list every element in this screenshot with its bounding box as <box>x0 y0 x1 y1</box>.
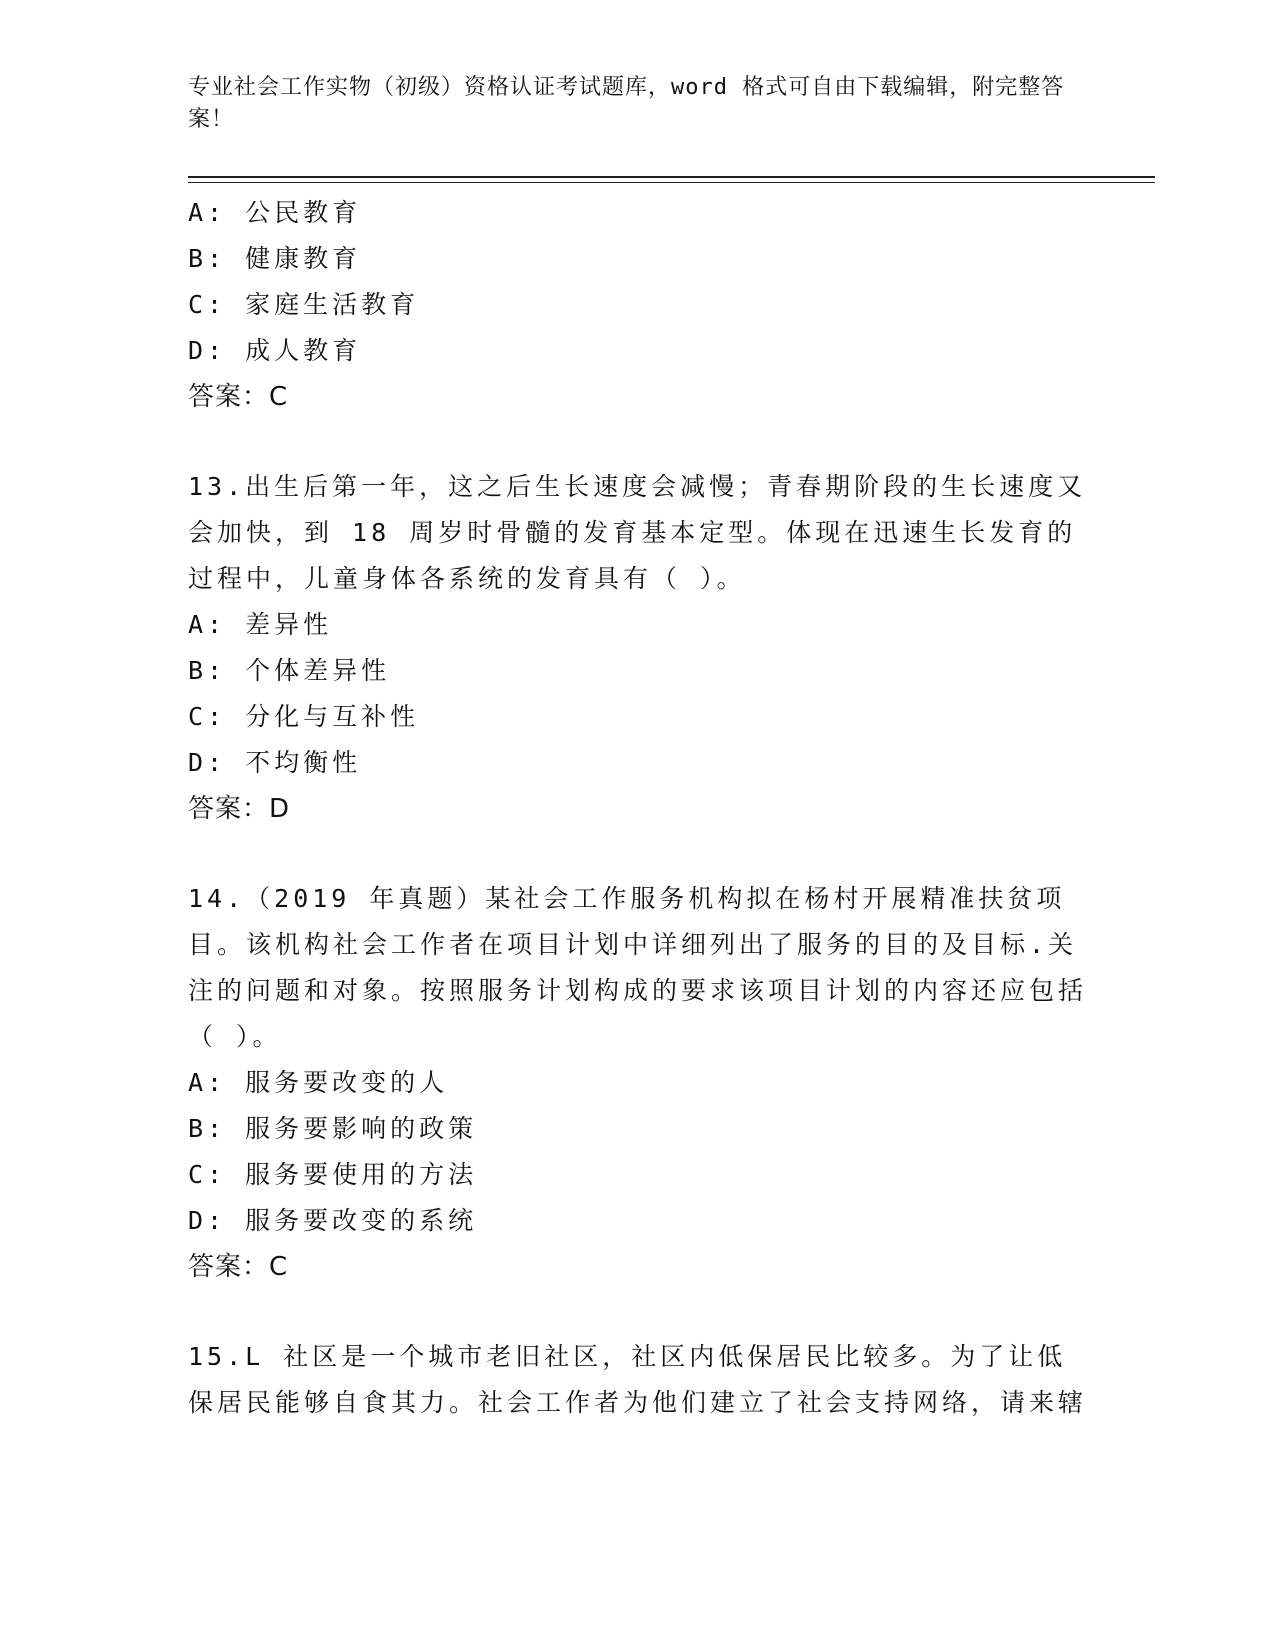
question-13-block <box>188 464 1088 832</box>
question-content <box>188 190 1088 1426</box>
q13-option-d: D: 不均衡性 <box>188 748 362 777</box>
q13-option-b: B: 个体差异性 <box>188 656 391 685</box>
q13-option-c: C: 分化与互补性 <box>188 702 420 731</box>
q14-option-c: C: 服务要使用的方法 <box>188 1160 478 1189</box>
q14-option-b: B: 服务要影响的政策 <box>188 1114 478 1143</box>
header-divider-thin <box>188 182 1155 183</box>
q12-option-c: C: 家庭生活教育 <box>188 290 420 319</box>
document-header: 专业社会工作实物（初级）资格认证考试题库，word 格式可自由下载编辑，附完整答案！ <box>188 75 1065 132</box>
q14-option-d: D: 服务要改变的系统 <box>188 1206 478 1235</box>
q13-option-a: A: 差异性 <box>188 610 333 639</box>
q12-option-a: A: 公民教育 <box>188 198 362 227</box>
q12-answer: 答案：C <box>188 382 289 412</box>
question-12-block <box>188 190 1088 420</box>
q15-stem: 15.L 社区是一个城市老旧社区，社区内低保居民比较多。为了让低保居民能够自食其力。社会工作者为他们建立了社会支持网络，请来辖 <box>188 1342 1088 1417</box>
q12-option-d: D: 成人教育 <box>188 336 362 365</box>
q13-stem: 13.出生后第一年，这之后生长速度会减慢；青春期阶段的生长速度又会加快，到 18 周岁时骨髓的发育基本定型。体现在迅速生长发育的过程中，儿童身体各系统的发育具有（ ）。 <box>188 472 1087 593</box>
q14-stem: 14.（2019 年真题）某社会工作服务机构拟在杨村开展精准扶贫项目。该机构社会工作者在项目计划中详细列出了服务的目的及目标.关注的问题和对象。按照服务计划构成的要求该项目计划的内容还应包括（ ）。 <box>188 884 1088 1051</box>
q14-answer: 答案：C <box>188 1252 289 1282</box>
header-divider-thick <box>188 176 1155 178</box>
q14-option-a: A: 服务要改变的人 <box>188 1068 449 1097</box>
question-15-block <box>188 1334 1088 1426</box>
question-14-block <box>188 876 1088 1290</box>
q12-option-b: B: 健康教育 <box>188 244 362 273</box>
q13-answer: 答案：D <box>188 794 291 824</box>
